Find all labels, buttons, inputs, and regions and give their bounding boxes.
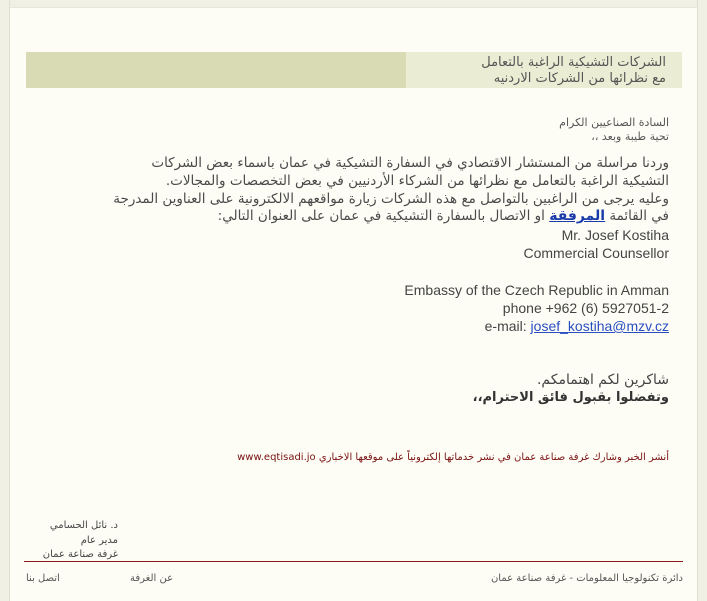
closing-regards: وتفضلوا بقبول فائق الاحترام،،: [472, 390, 669, 405]
body-text-suffix: او الاتصال بالسفارة التشيكية في عمان على العنوان التالي:: [217, 208, 550, 224]
title-line-1: الشركات التشيكية الراغبة بالتعامل: [481, 55, 666, 70]
title-box: [406, 52, 682, 88]
page-frame-right: [697, 0, 707, 601]
email-link[interactable]: josef_kostiha@mzv.cz: [530, 318, 669, 334]
contact-email-line: [485, 318, 669, 334]
share-line: [237, 452, 669, 463]
contact-role: Commercial Counsellor: [523, 245, 669, 261]
title-band: [26, 52, 682, 88]
body-paragraph-2-line-1: وعليه يرجى من الراغبين بالتواصل مع هذه الشركات زيارة مواقعهم الالكترونية على العناوين المدرجة: [113, 191, 669, 207]
page-frame-top: [10, 0, 697, 8]
closing-thanks: شاكرين لكم اهتمامكم.: [536, 372, 669, 388]
contact-name: Mr. Josef Kostiha: [561, 227, 669, 243]
body-text-prefix: في القائمة: [605, 208, 669, 224]
email-label: e-mail:: [484, 318, 531, 334]
title-line-2: مع نظرائها من الشركات الاردنيه: [493, 71, 666, 86]
signature-organization: غرفة صناعة عمان: [42, 549, 118, 560]
body-paragraph-2-line-2: [218, 208, 669, 224]
greeting-regards: تحية طيبة وبعد ،،: [591, 130, 669, 143]
page-frame-left: [0, 0, 10, 601]
footer-contact-link[interactable]: اتصل بنا: [26, 573, 60, 584]
signature-name: د. نائل الحسامي: [49, 520, 118, 531]
share-site-link[interactable]: www.eqtisadi.jo: [237, 452, 316, 463]
signature-title: مدير عام: [80, 535, 118, 546]
body-paragraph-1-line-2: التشيكية الراغبة بالتعامل مع نظرائها من الشركاء الأردنيين في بعض التخصصات والمجالات.: [165, 173, 669, 189]
footer-department: دائرة تكنولوجيا المعلومات - غرفة صناعة عمان: [490, 573, 683, 584]
share-text: أنشر الخبر وشارك غرفة صناعة عمان في نشر خدماتها إلكترونياً على موقعها الاخباري: [315, 452, 669, 463]
body-paragraph-1-line-1: وردنا مراسلة من المستشار الاقتصادي في السفارة التشيكية في عمان باسماء بعض الشركات: [151, 155, 669, 171]
footer-about-link[interactable]: عن الغرفة: [130, 573, 174, 584]
attachment-link[interactable]: المرفقة: [549, 208, 606, 224]
contact-organization: Embassy of the Czech Republic in Amman: [404, 282, 669, 298]
contact-phone: phone +962 (6) 5927051-2: [502, 300, 669, 316]
footer-divider: [24, 561, 683, 562]
greeting-salutation: السادة الصناعيين الكرام: [559, 116, 669, 129]
